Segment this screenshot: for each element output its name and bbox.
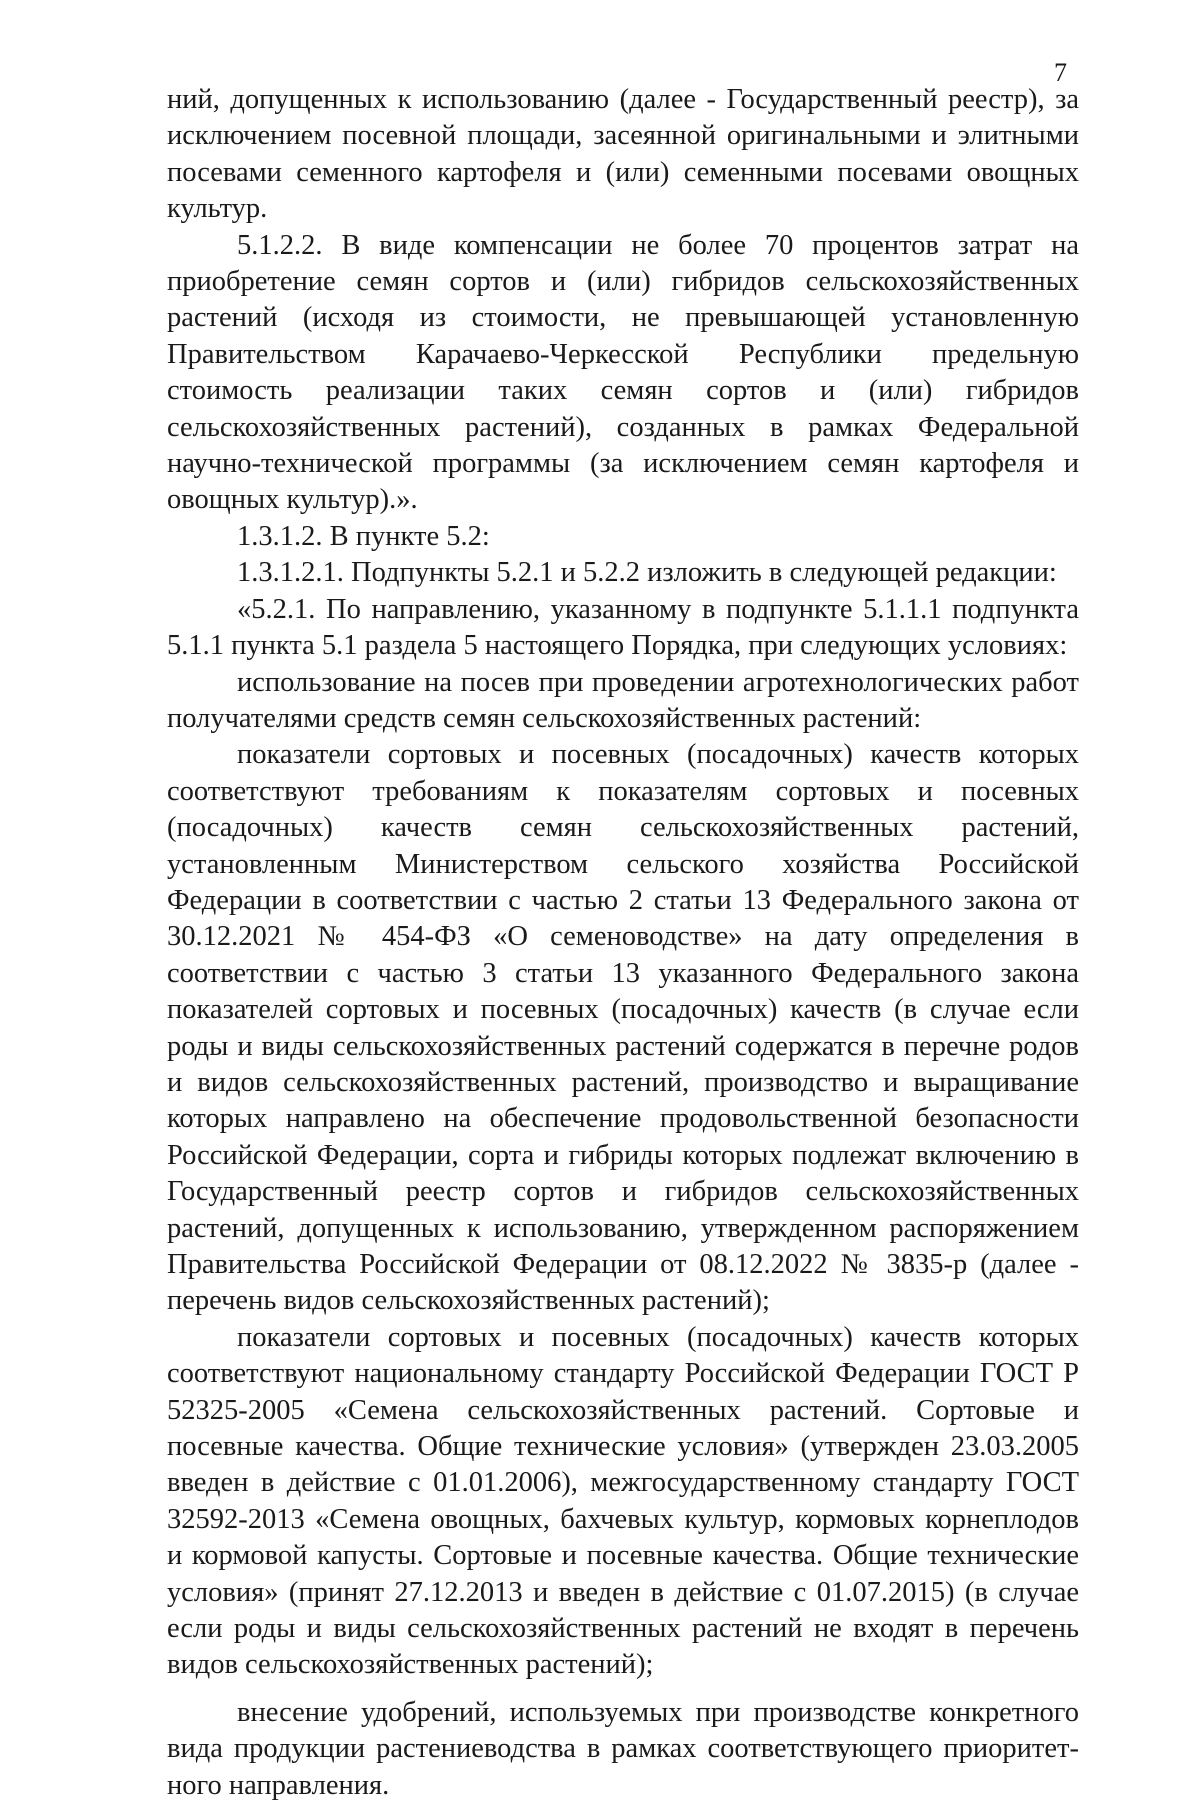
document-body [167, 82, 1079, 1804]
paragraph-seed-usage: использование на посев при проведении агротехнологических работ получателями средств семян сельскохозяйственных растений: [167, 666, 1079, 734]
page-number: 7 [1054, 58, 1067, 87]
paragraph-5-1-2-2: 5.1.2.2. В виде компенсации не более 70 процентов затрат на приобретение семян сортов и (или) гибридов сельскохозяйственных растений (исходя из стоимости, не превышающей установленную Правительством Карачаево-Черкесской Республики предельную стоимость реализации таких семян сортов и (или) гибридов сельскохозяйственных растений), созданных в рамках Федеральной научно-технической программы (за исключением семян картофеля и овощных культур).». [167, 229, 1079, 516]
paragraph-1-3-1-2-1: 1.3.1.2.1. Подпункты 5.2.1 и 5.2.2 изложить в следующей редакции: [237, 557, 1057, 589]
paragraph-continuation: ний, допущенных к использованию (далее - Государственный реестр), за исключением посевной площади, засеянной оригинальными и элитными посевами семенного картофеля и (или) семенными посевами овощных культур. [167, 84, 1079, 225]
paragraph-fertilizer: внесение удобрений, используемых при производстве конкретного вида продукции растениеводства в рамках соответствующего приоритетного направления. [167, 1696, 1079, 1801]
paragraph-quality-indicators: показатели сортовых и посевных (посадочных) качеств которых соответствуют требованиям к показателям сортовых и посевных (посадочных) качеств семян сельскохозяйственных растений, установленным Министерством сельского хозяйства Российской Федерации в соответствии с частью 2 статьи 13 Федерального закона от 30.12.2021 № 454-ФЗ «О семеноводстве» на дату определения в соответствии с частью 3 статьи 13 указанного Федерального закона показателей сортовых и посевных (посадочных) качеств (в случае если роды и виды сельскохозяйственных растений содержатся в перечне родов и видов сельскохозяйственных растений, производство и выращивание которых направлено на обеспечение продовольственной безопасности Российской Федерации, сорта и гибриды которых подлежат включению в Государственный реестр сортов и гибридов сельскохозяйственных растений, допущенных к использованию, утвержденном распоряжением Правительства Российской Федерации от 08.12.2022 № 3835-р (далее - перечень видов сельскохозяйственных растений); [167, 739, 1079, 1317]
paragraph-gost-standards: показатели сортовых и посевных (посадочных) качеств которых соответствуют национальному стандарту Российской Федерации ГОСТ Р 52325-2005 «Семена сельскохозяйственных растений. Сортовые и посевные качества. Общие технические условия» (утвержден 23.03.2005 введен в действие с 01.01.2006), межгосударственному стандарту ГОСТ 32592-2013 «Семена овощных, бахчевых культур, кормовых корнеплодов и кормовой капусты. Сортовые и посевные качества. Общие технические условия» (принят 27.12.2013 и введен в действие с 01.07.2015) (в случае если роды и виды сельскохозяйственных растений не входят в перечень видов сельскохозяйственных растений); [167, 1321, 1079, 1681]
paragraph-5-2-1: «5.2.1. По направлению, указанному в подпункте 5.1.1.1 подпункта 5.1.1 пункта 5.1 раздела 5 настоящего Порядка, при следующих условиях: [167, 593, 1079, 662]
paragraph-1-3-1-2: 1.3.1.2. В пункте 5.2: [237, 520, 490, 552]
